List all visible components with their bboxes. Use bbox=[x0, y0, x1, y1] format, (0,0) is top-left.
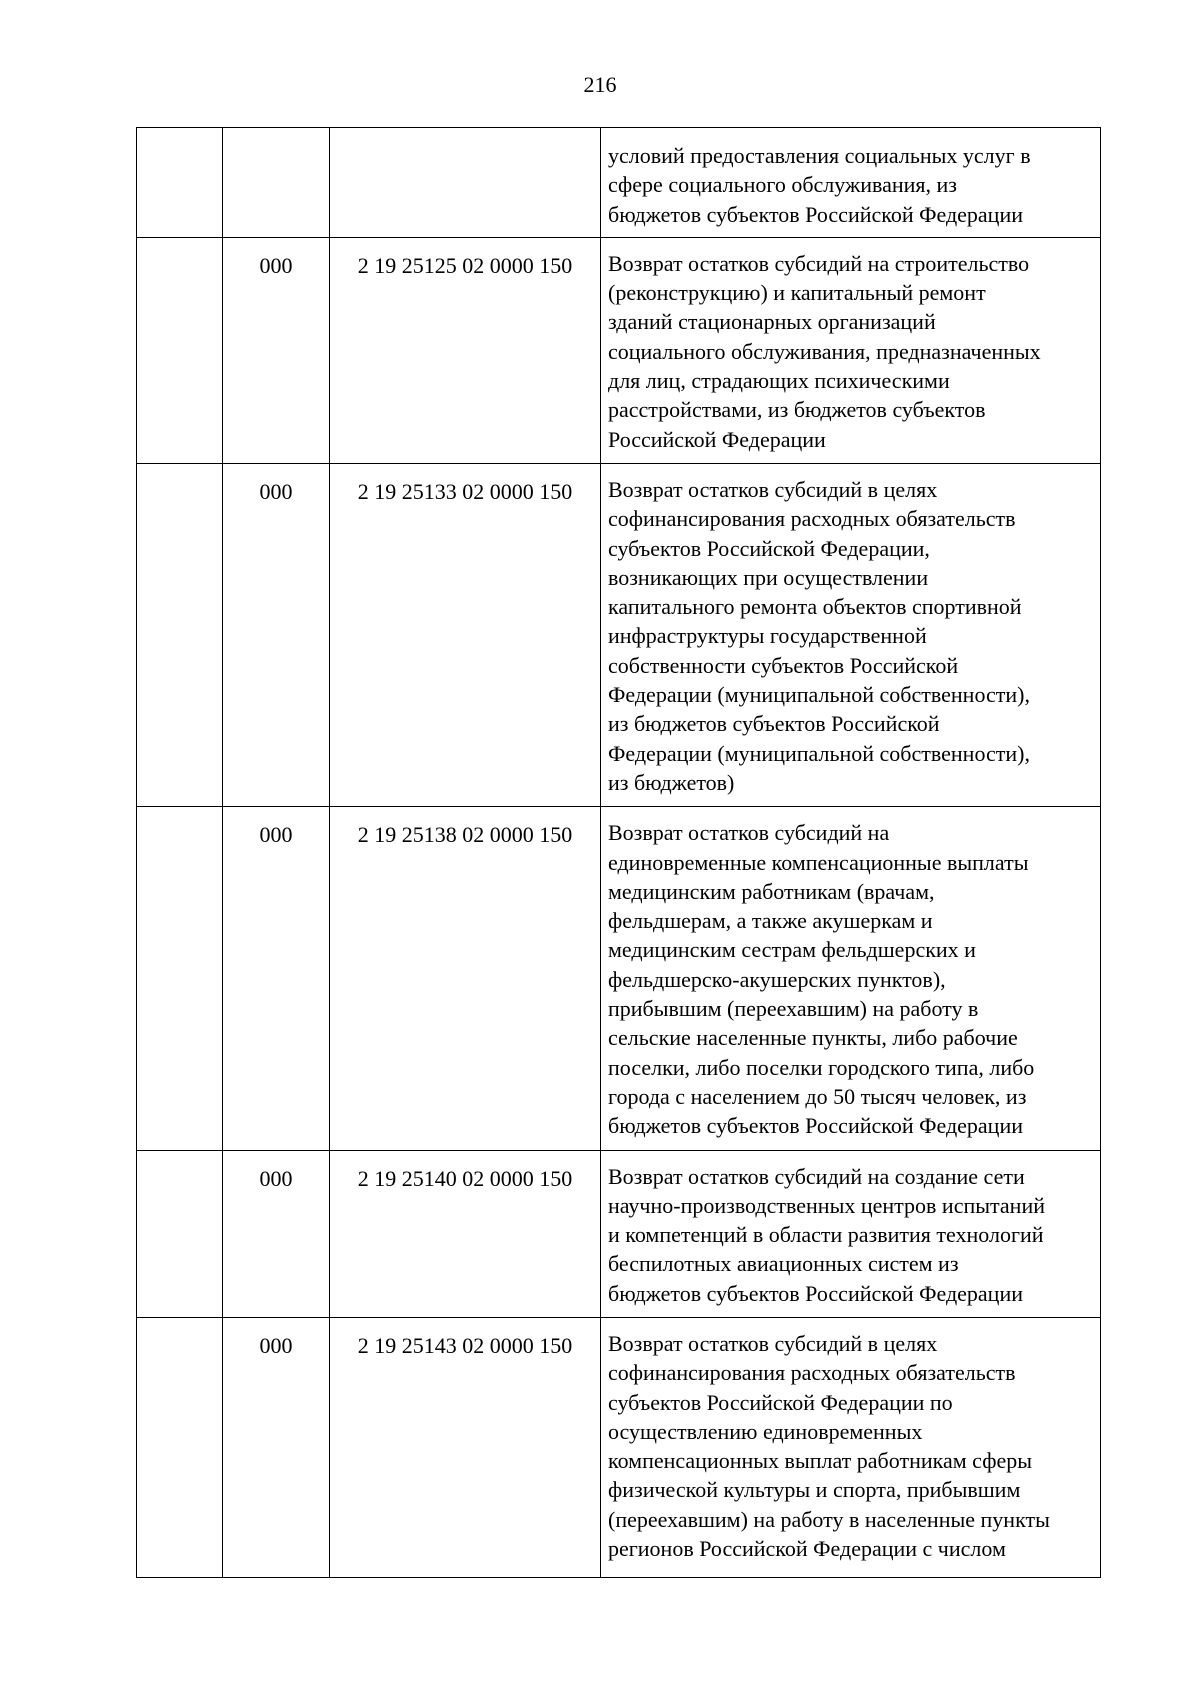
blank-cell bbox=[137, 1317, 223, 1577]
kbk-code-cell bbox=[330, 237, 601, 463]
description-text bbox=[601, 807, 1100, 1149]
description-line: прибывшим (переехавшим) на работу в bbox=[608, 996, 979, 1022]
description-text bbox=[601, 1318, 1100, 1577]
description-cell bbox=[601, 1150, 1101, 1317]
description-line: бюджетов субъектов Российской Федерации bbox=[608, 1113, 1023, 1139]
admin-code-cell bbox=[223, 1150, 330, 1317]
blank-cell bbox=[137, 463, 223, 806]
description-line: сфере социального обслуживания, из bbox=[608, 172, 957, 198]
description-line: единовременные компенсационные выплаты bbox=[608, 849, 1029, 875]
kbk-code: 2 19 25125 02 0000 150 bbox=[357, 252, 573, 278]
table-row bbox=[137, 237, 1101, 463]
description-line: фельдшерско-акушерских пунктов), bbox=[608, 966, 946, 992]
admin-code: 000 bbox=[259, 252, 293, 278]
description-line: возникающих при осуществлении bbox=[608, 564, 929, 590]
admin-code-cell bbox=[223, 237, 330, 463]
description-line: софинансирования расходных обязательств bbox=[608, 506, 1016, 532]
description-line: Возврат остатков субсидий на создание сети bbox=[608, 1163, 1025, 1189]
table-body bbox=[137, 128, 1101, 1578]
kbk-code: 2 19 25138 02 0000 150 bbox=[357, 822, 573, 848]
description-line: и компетенций в области развития технологий bbox=[608, 1222, 1044, 1248]
description-line: капитального ремонта объектов спортивной bbox=[608, 594, 1022, 620]
admin-code: 000 bbox=[259, 822, 293, 848]
description-line: зданий стационарных организаций bbox=[608, 309, 936, 335]
description-line: города с населением до 50 тысяч человек, из bbox=[608, 1083, 1027, 1109]
description-line: сельские населенные пункты, либо рабочие bbox=[608, 1025, 1018, 1051]
description-line: расстройствами, из бюджетов субъектов bbox=[608, 397, 986, 423]
description-line: медицинским сестрам фельдшерских и bbox=[608, 937, 976, 963]
table-row bbox=[137, 807, 1101, 1150]
admin-code-cell bbox=[223, 128, 330, 238]
table-row bbox=[137, 463, 1101, 806]
blank-cell bbox=[137, 128, 223, 238]
admin-code: 000 bbox=[259, 1332, 293, 1358]
description-line: компенсационных выплат работникам сферы bbox=[608, 1448, 1032, 1474]
description-line: научно-производственных центров испытаний bbox=[608, 1192, 1045, 1218]
description-line: Возврат остатков субсидий на bbox=[608, 820, 890, 846]
description-cell bbox=[601, 237, 1101, 463]
kbk-code bbox=[330, 128, 600, 141]
description-line: поселки, либо поселки городского типа, либо bbox=[608, 1054, 1035, 1080]
description-line: Возврат остатков субсидий на строительство bbox=[608, 250, 1030, 276]
description-line: Федерации (муниципальной собственности), bbox=[608, 682, 1030, 708]
admin-code bbox=[223, 128, 329, 141]
budget-codes-table bbox=[136, 127, 1101, 1578]
description-line: Возврат остатков субсидий в целях bbox=[608, 1330, 938, 1356]
description-cell bbox=[601, 1317, 1101, 1577]
description-text bbox=[601, 128, 1100, 237]
kbk-code-cell bbox=[330, 463, 601, 806]
blank-cell bbox=[137, 237, 223, 463]
blank-cell bbox=[137, 807, 223, 1150]
description-line: (реконструкцию) и капитальный ремонт bbox=[608, 280, 986, 306]
description-line: социального обслуживания, предназначенных bbox=[608, 338, 1041, 364]
description-text bbox=[601, 1151, 1100, 1317]
kbk-code: 2 19 25133 02 0000 150 bbox=[357, 478, 573, 504]
description-line: медицинским работникам (врачам, bbox=[608, 878, 935, 904]
description-text bbox=[601, 238, 1100, 463]
description-line: Российской Федерации bbox=[608, 426, 826, 452]
admin-code-cell bbox=[223, 463, 330, 806]
admin-code-cell bbox=[223, 807, 330, 1150]
table-row bbox=[137, 1317, 1101, 1577]
description-line: инфраструктуры государственной bbox=[608, 623, 927, 649]
kbk-code-cell bbox=[330, 128, 601, 238]
admin-code-cell bbox=[223, 1317, 330, 1577]
description-line: субъектов Российской Федерации по bbox=[608, 1389, 953, 1415]
kbk-code: 2 19 25140 02 0000 150 bbox=[357, 1165, 573, 1191]
description-line: собственности субъектов Российской bbox=[608, 652, 959, 678]
description-line: софинансирования расходных обязательств bbox=[608, 1360, 1016, 1386]
description-line: субъектов Российской Федерации, bbox=[608, 535, 930, 561]
description-line: физической культуры и спорта, прибывшим bbox=[608, 1477, 1021, 1503]
description-line: для лиц, страдающих психическими bbox=[608, 368, 950, 394]
description-cell bbox=[601, 807, 1101, 1150]
blank-cell bbox=[137, 1150, 223, 1317]
kbk-code: 2 19 25143 02 0000 150 bbox=[357, 1332, 573, 1358]
admin-code: 000 bbox=[259, 1165, 293, 1191]
description-cell bbox=[601, 463, 1101, 806]
page-number: 216 bbox=[583, 72, 617, 97]
admin-code: 000 bbox=[259, 478, 293, 504]
description-line: (переехавшим) на работу в населенные пункты bbox=[608, 1506, 1050, 1532]
kbk-code-cell bbox=[330, 807, 601, 1150]
description-line: беспилотных авиационных систем из bbox=[608, 1251, 959, 1277]
description-line: осуществлению единовременных bbox=[608, 1418, 923, 1444]
description-cell bbox=[601, 128, 1101, 238]
description-line: условий предоставления социальных услуг в bbox=[608, 143, 1031, 168]
description-line: Федерации (муниципальной собственности), bbox=[608, 740, 1030, 766]
kbk-code-cell bbox=[330, 1150, 601, 1317]
description-line: из бюджетов) bbox=[608, 769, 735, 795]
description-line: Возврат остатков субсидий в целях bbox=[608, 476, 938, 502]
description-line: бюджетов субъектов Российской Федерации bbox=[608, 201, 1023, 227]
description-line: из бюджетов субъектов Российской bbox=[608, 711, 940, 737]
description-line: фельдшерам, а также акушеркам и bbox=[608, 908, 933, 934]
description-text bbox=[601, 464, 1100, 806]
table-row bbox=[137, 1150, 1101, 1317]
kbk-code-cell bbox=[330, 1317, 601, 1577]
table-row bbox=[137, 128, 1101, 238]
description-line: бюджетов субъектов Российской Федерации bbox=[608, 1280, 1023, 1306]
description-line: регионов Российской Федерации с числом bbox=[608, 1536, 1006, 1562]
